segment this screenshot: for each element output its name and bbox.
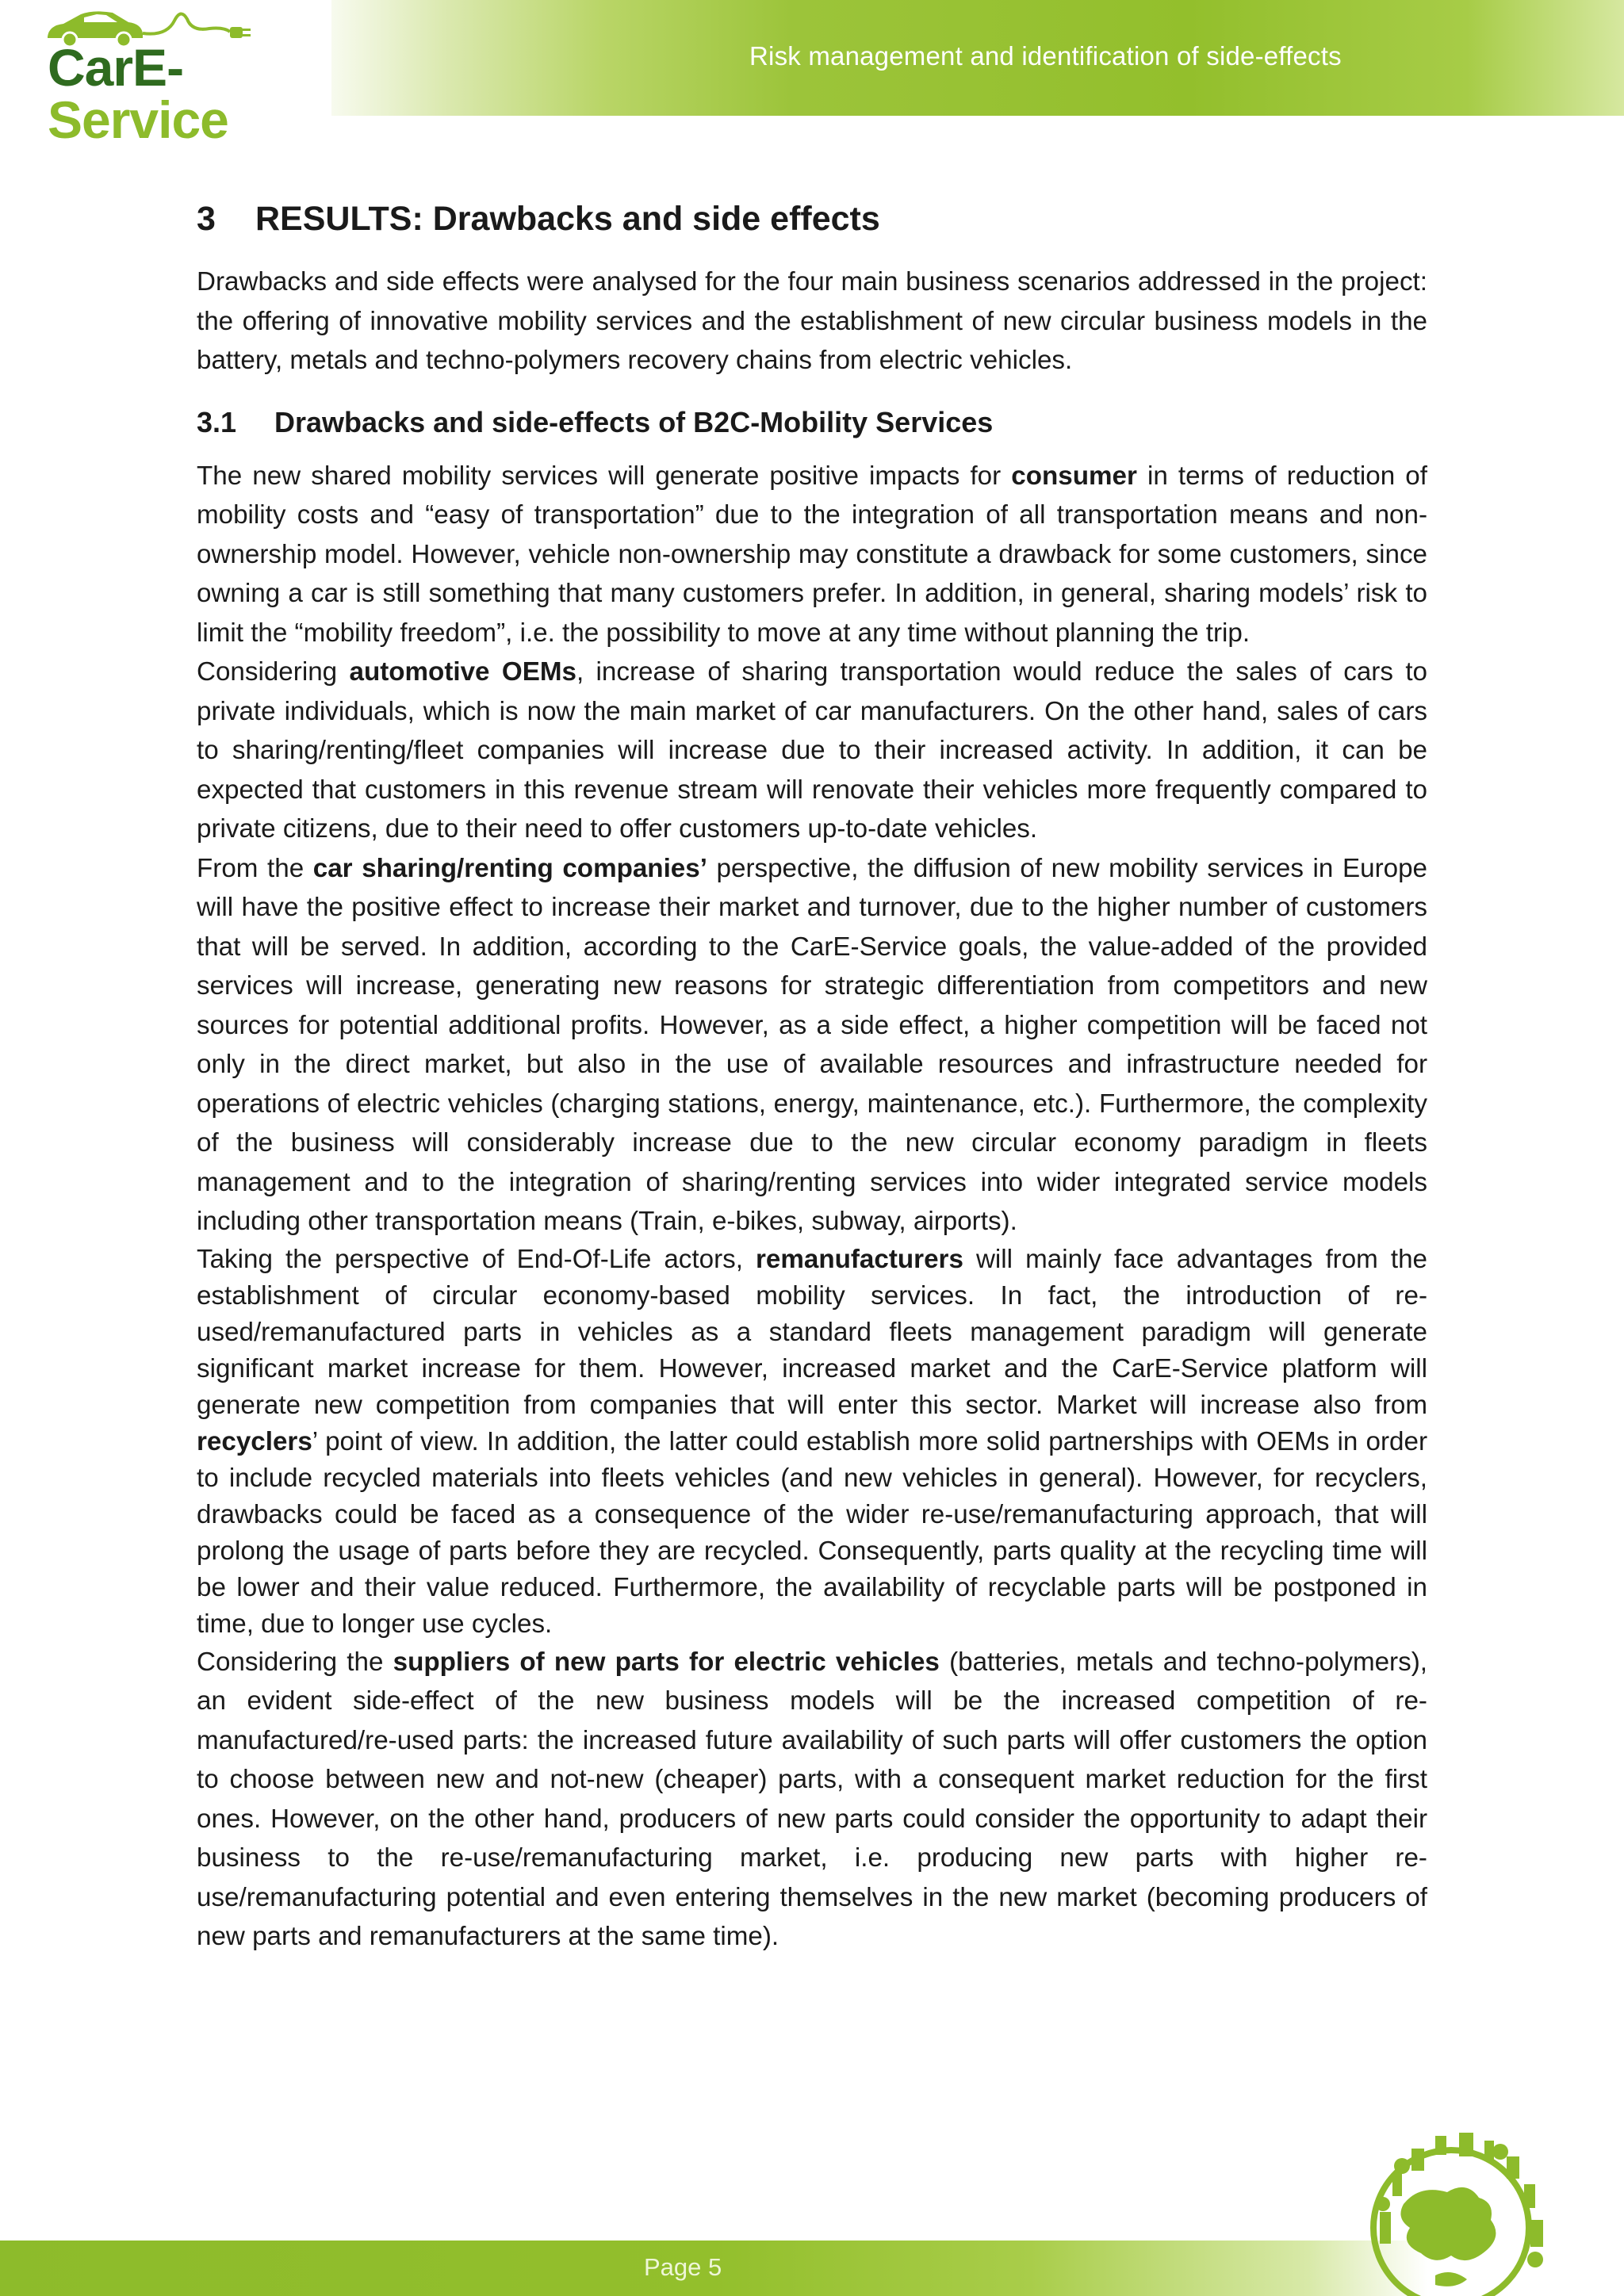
paragraph-sharing-companies (197, 849, 1427, 1242)
emphasis-sharing-companies: car sharing/renting companies’ (312, 853, 707, 883)
paragraph-eol-actors (197, 1242, 1427, 1643)
green-globe-city-icon (1316, 2109, 1554, 2296)
page-content (197, 200, 1427, 1957)
logo-text-care: CarE- (48, 38, 184, 97)
section-title: RESULTS: Drawbacks and side effects (255, 200, 880, 238)
paragraph-text: perspective, the diffusion of new mobility services in Europe will have the positive effect to increase their market and turnover, due to the higher number of customers that will be served. In addition, according to the CarE-Service goals, the value-added of the provided services will increase, generating new reasons for strategic differentiation from competitors and new sources for potential additional profits. However, as a side effect, a higher competition will be faced not only in the direct market, but also in the use of available resources and infrastructure needed for operations of electric vehicles (charging stations, energy, maintenance, etc.). Furthermore, the complexity of the business will considerably increase due to the new circular economy paradigm in fleets management and to the integration of sharing/renting services into wider integrated service models including other transportation means (Train, e-bikes, subway, airports). (197, 853, 1427, 1236)
paragraph-text: From the (197, 853, 313, 883)
subsection-title: Drawbacks and side-effects of B2C-Mobility Services (274, 405, 994, 438)
section-heading (197, 200, 1427, 239)
emphasis-remanufacturers: remanufacturers (756, 1244, 963, 1274)
section-intro: Drawbacks and side effects were analysed for the four main business scenarios addressed in the project: the offering of innovative mobility services and the establishment of new circular business models in the battery, metals and techno-polymers recovery chains from electric vehicles. (197, 267, 1427, 375)
page-number: Page 5 (644, 2253, 722, 2281)
emphasis-oems: automotive OEMs (349, 657, 576, 687)
paragraph-text: , increase of sharing transportation would reduce the sales of cars to private individuals, which is now the main market of car manufacturers. On the other hand, sales of cars to sharing/renting/fleet companies will increase due to their increased activity. In addition, it can be expected that customers in this revenue stream will renovate their vehicles more frequently compared to private citizens, due to their need to offer customers up-to-date vehicles. (197, 657, 1427, 844)
paragraph-text: Taking the perspective of End-Of-Life actors, (197, 1244, 756, 1274)
logo-text-service: Service (48, 90, 228, 149)
section-number: 3 (197, 200, 216, 238)
logo-text (48, 38, 331, 149)
paragraph-suppliers (197, 1643, 1427, 1957)
emphasis-consumer: consumer (1011, 461, 1137, 491)
paragraph-text: will mainly face advantages from the establishment of circular economy-based mobility services. In fact, the introduction of re-used/remanufactured parts in vehicles as a standard fleets management paradigm will generate significant market increase for them. However, increased market and the CarE-Service platform will generate new competition from companies that will enter this sector. Market will increase also from (197, 1244, 1427, 1420)
paragraph-text: The new shared mobility services will generate positive impacts for (197, 461, 1012, 491)
emphasis-suppliers: suppliers of new parts for electric vehicles (393, 1647, 940, 1677)
paragraph-consumer (197, 457, 1427, 653)
subsection-number: 3.1 (197, 405, 237, 438)
logo (0, 0, 331, 149)
paragraph-text: Considering (197, 657, 350, 687)
paragraph-text: in terms of reduction of mobility costs and “easy of transportation” due to the integration of all transportation means and non-ownership model. However, vehicle non-ownership may constitute a drawback for some customers, since owning a car is still something that many customers prefer. In addition, in general, sharing models’ risk to limit the “mobility freedom”, i.e. the possibility to move at any time without planning the trip. (197, 461, 1427, 648)
paragraph-text: ’ point of view. In addition, the latter could establish more solid partnerships with OEMs in order to include recycled materials into fleets vehicles (and new vehicles in general). However, for recyclers, drawbacks could be faced as a consequence of the wider re-use/remanufacturing approach, that will prolong the usage of parts before they are recycled. Consequently, parts quality at the recycling time will be lower and their value reduced. Furthermore, the availability of recyclable parts will be postponed in time, due to longer use cycles. (197, 1426, 1427, 1639)
paragraph-text: Considering the (197, 1647, 393, 1677)
emphasis-recyclers: recyclers (197, 1426, 312, 1456)
subsection-heading (197, 406, 1427, 439)
paragraph-text: (batteries, metals and techno-polymers), an evident side-effect of the new business models will be the increased competition of re-manufactured/re-used parts: the increased future availability of such parts will offer customers the option to choose between new and not-new (cheaper) parts, with a consequent market reduction for the first ones. However, on the other hand, producers of new parts could consider the opportunity to adapt their business to the re-use/remanufacturing market, i.e. producing new parts with higher re-use/remanufacturing potential and even entering themselves in the new market (becoming producers of new parts and remanufacturers at the same time). (197, 1647, 1427, 1951)
header-title: Risk management and identification of side-effects (749, 41, 1342, 71)
paragraph-oems (197, 652, 1427, 849)
